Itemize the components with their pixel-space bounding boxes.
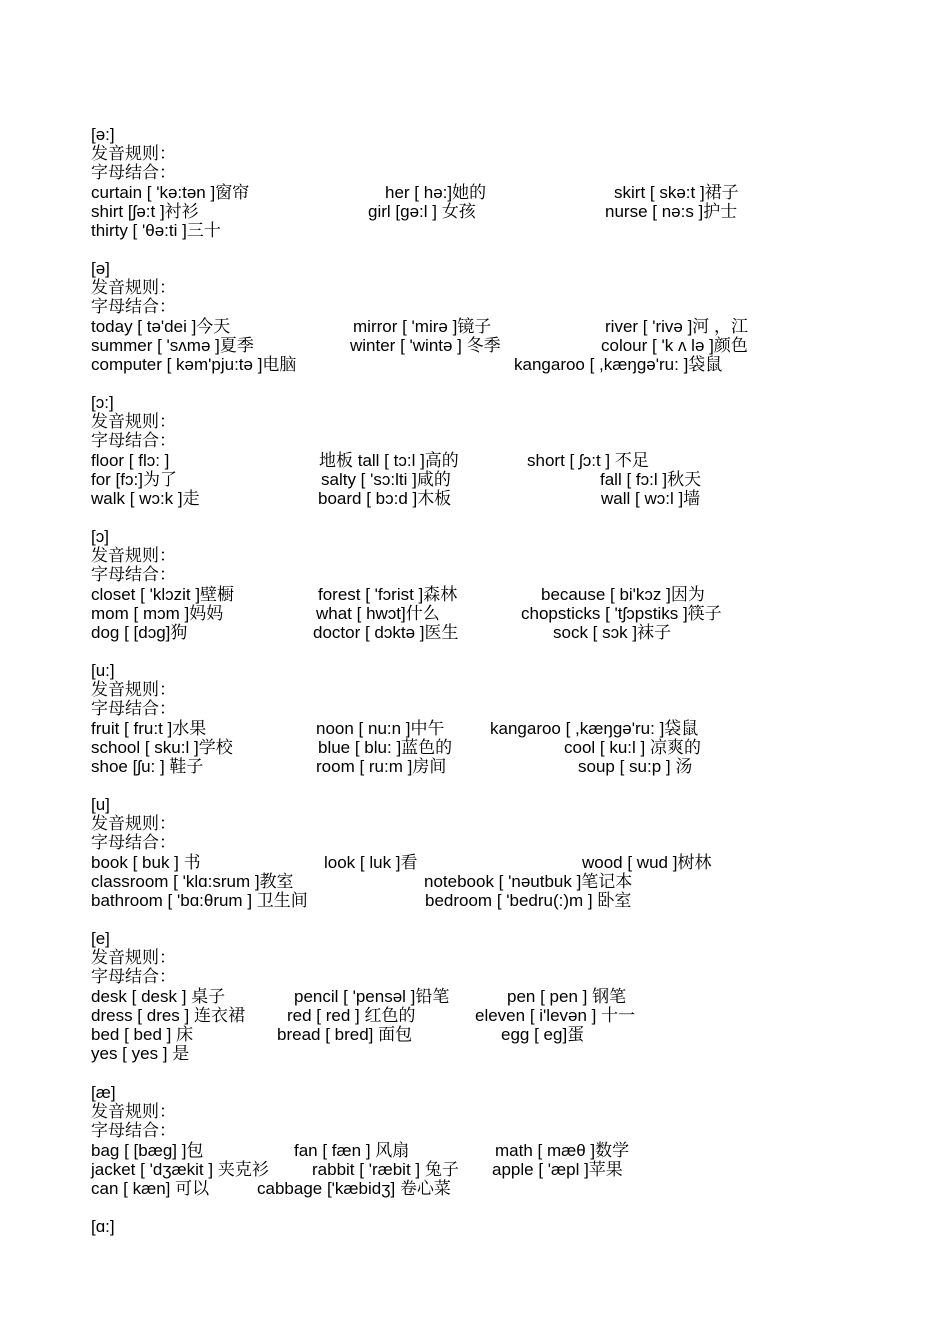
word-row xyxy=(0,891,950,911)
phoneme-symbol: [ɔ:] xyxy=(91,393,114,412)
word-row xyxy=(0,470,950,490)
vocabulary-entry: book [ buk ] 书 xyxy=(91,852,201,872)
vocabulary-entry: jacket [ 'dʒækit ] 夹克衫 xyxy=(91,1159,269,1179)
vocabulary-entry: summer [ 'sʌmə ]夏季 xyxy=(91,335,254,355)
word-row xyxy=(0,604,950,624)
vocabulary-entry: chopsticks [ 'tʃɔpstiks ]筷子 xyxy=(521,603,722,623)
letter-combination-line xyxy=(0,967,950,987)
word-row xyxy=(0,1141,950,1161)
word-row xyxy=(0,1179,950,1199)
phoneme-symbol-line xyxy=(0,795,950,815)
vocabulary-entry: doctor [ dɔktə ]医生 xyxy=(313,623,459,642)
pronunciation-rule-line xyxy=(0,1102,950,1122)
word-row xyxy=(0,221,950,241)
pronunciation-rule-line xyxy=(0,680,950,700)
vocabulary-entry: kangaroo [ ,kæŋgə'ru: ]袋鼠 xyxy=(490,718,699,738)
vocabulary-entry: yes [ yes ] 是 xyxy=(91,1044,190,1064)
vocabulary-entry: desk [ desk ] 桌子 xyxy=(91,986,226,1006)
word-row xyxy=(0,585,950,605)
letter-combination-label: 字母结合： xyxy=(91,565,176,585)
vocabulary-entry: bedroom [ 'bedru(:)m ] 卧室 xyxy=(425,891,632,910)
pronunciation-rule-label: 发音规则： xyxy=(91,948,176,968)
word-row xyxy=(0,489,950,509)
pronunciation-rule-label: 发音规则： xyxy=(91,814,176,834)
letter-combination-label: 字母结合： xyxy=(91,699,176,719)
phoneme-symbol: [e] xyxy=(91,929,110,948)
word-row xyxy=(0,872,950,892)
word-row xyxy=(0,719,950,739)
vocabulary-entry: girl [gə:l ] 女孩 xyxy=(368,201,476,221)
vocabulary-entry: fruit [ fru:t ]水果 xyxy=(91,718,207,738)
vocabulary-entry: rabbit [ 'ræbit ] 兔子 xyxy=(312,1159,459,1179)
letter-combination-line xyxy=(0,699,950,719)
vocabulary-entry: nurse [ nə:s ]护士 xyxy=(605,201,738,221)
vocabulary-entry: closet [ 'klɔzit ]壁橱 xyxy=(91,584,235,604)
vocabulary-entry: thirty [ 'θə:ti ]三十 xyxy=(91,221,221,240)
letter-combination-line xyxy=(0,833,950,853)
phoneme-symbol: [ə] xyxy=(91,259,110,278)
letter-combination-label: 字母结合： xyxy=(91,163,176,183)
letter-combination-line xyxy=(0,565,950,585)
pronunciation-rule-line xyxy=(0,814,950,834)
vocabulary-entry: board [ bɔ:d ]木板 xyxy=(318,489,452,508)
pronunciation-rule-label: 发音规则： xyxy=(91,680,176,700)
vocabulary-entry: wood [ wud ]树林 xyxy=(582,852,712,872)
vocabulary-entry: fan [ fæn ] 风扇 xyxy=(294,1140,410,1160)
vocabulary-entry: classroom [ 'klɑ:srum ]教室 xyxy=(91,871,294,891)
vocabulary-entry: red [ red ] 红色的 xyxy=(287,1005,416,1025)
pronunciation-rule-label: 发音规则： xyxy=(91,412,176,432)
vocabulary-entry: mirror [ 'mirə ]镜子 xyxy=(353,316,492,336)
phoneme-symbol: [ə:] xyxy=(91,125,115,144)
phoneme-symbol-line xyxy=(0,259,950,279)
pronunciation-rule-label: 发音规则： xyxy=(91,278,176,298)
vocabulary-entry: winter [ 'wintə ] 冬季 xyxy=(350,335,501,355)
vocabulary-entry: walk [ wɔ:k ]走 xyxy=(91,489,200,508)
letter-combination-label: 字母结合： xyxy=(91,431,176,451)
letter-combination-line xyxy=(0,163,950,183)
vocabulary-entry: bread [ bred] 面包 xyxy=(277,1025,413,1044)
letter-combination-line xyxy=(0,431,950,451)
vocabulary-entry: her [ hə:]她的 xyxy=(385,182,487,202)
phoneme-symbol: [ɑ:] xyxy=(91,1217,115,1236)
pronunciation-rule-label: 发音规则： xyxy=(91,546,176,566)
vocabulary-entry: apple [ 'æpl ]苹果 xyxy=(492,1159,623,1179)
phoneme-symbol-line xyxy=(0,661,950,681)
word-row xyxy=(0,451,950,471)
vocabulary-entry: 地板 tall [ tɔ:l ]高的 xyxy=(319,450,459,470)
vocabulary-entry: computer [ kəm'pju:tə ]电脑 xyxy=(91,355,297,374)
vocabulary-entry: pen [ pen ] 钢笔 xyxy=(507,986,627,1006)
vocabulary-entry: bathroom [ 'bɑ:θrum ] 卫生间 xyxy=(91,891,308,910)
pronunciation-rule-line xyxy=(0,278,950,298)
phoneme-symbol-line xyxy=(0,929,950,949)
pronunciation-rule-line xyxy=(0,546,950,566)
word-row xyxy=(0,1160,950,1180)
phoneme-symbol: [ɔ] xyxy=(91,527,109,546)
letter-combination-label: 字母结合： xyxy=(91,297,176,317)
vocabulary-entry: soup [ su:p ] 汤 xyxy=(578,757,693,776)
word-row xyxy=(0,1025,950,1045)
vocabulary-entry: fall [ fɔ:l ]秋天 xyxy=(600,469,702,489)
phoneme-symbol-line xyxy=(0,125,950,145)
word-row xyxy=(0,1044,950,1064)
vocabulary-entry: noon [ nu:n ]中午 xyxy=(316,718,445,738)
letter-combination-line xyxy=(0,297,950,317)
word-row xyxy=(0,183,950,203)
pronunciation-rule-label: 发音规则： xyxy=(91,1102,176,1122)
vocabulary-entry: can [ kæn] 可以 xyxy=(91,1179,210,1198)
word-row xyxy=(0,317,950,337)
vocabulary-entry: today [ tə'dei ]今天 xyxy=(91,316,231,336)
phoneme-symbol: [u] xyxy=(91,795,110,814)
vocabulary-entry: sock [ sɔk ]袜子 xyxy=(553,623,672,642)
vocabulary-entry: cool [ ku:l ] 凉爽的 xyxy=(564,737,701,757)
word-row xyxy=(0,336,950,356)
vocabulary-entry: dress [ dres ] 连衣裙 xyxy=(91,1005,245,1025)
vocabulary-entry: short [ ʃɔ:t ] 不足 xyxy=(527,450,649,470)
vocabulary-entry: dog [ [dɔg]狗 xyxy=(91,623,188,642)
phoneme-symbol-line xyxy=(0,1217,950,1237)
vocabulary-entry: colour [ 'k ʌ lə ]颜色 xyxy=(601,335,748,355)
vocabulary-entry: forest [ 'fɔrist ]森林 xyxy=(318,584,458,604)
vocabulary-entry: cabbage ['kæbidʒ] 卷心菜 xyxy=(257,1179,451,1198)
word-row xyxy=(0,202,950,222)
letter-combination-label: 字母结合： xyxy=(91,1121,176,1141)
phoneme-symbol-line xyxy=(0,1083,950,1103)
word-row xyxy=(0,738,950,758)
word-row xyxy=(0,355,950,375)
vocabulary-entry: wall [ wɔ:l ]墙 xyxy=(601,489,701,508)
vocabulary-entry: shoe [ʃu: ] 鞋子 xyxy=(91,757,204,776)
letter-combination-label: 字母结合： xyxy=(91,967,176,987)
vocabulary-entry: egg [ eg]蛋 xyxy=(501,1025,585,1044)
vocabulary-entry: pencil [ 'pensəl ]铅笔 xyxy=(294,986,450,1006)
vocabulary-entry: blue [ blu: ]蓝色的 xyxy=(318,737,453,757)
vocabulary-entry: what [ hwɔt]什么 xyxy=(316,603,440,623)
phoneme-symbol-line xyxy=(0,393,950,413)
word-row xyxy=(0,757,950,777)
vocabulary-entry: look [ luk ]看 xyxy=(324,852,418,872)
phoneme-symbol-line xyxy=(0,527,950,547)
pronunciation-rule-line xyxy=(0,948,950,968)
vocabulary-entry: because [ bi'kɔz ]因为 xyxy=(541,584,705,604)
vocabulary-entry: floor [ flɔ: ] xyxy=(91,450,170,470)
pronunciation-rule-label: 发音规则： xyxy=(91,144,176,164)
vocabulary-entry: bag [ [bæg] ]包 xyxy=(91,1140,204,1160)
vocabulary-entry: curtain [ 'kə:tən ]窗帘 xyxy=(91,182,250,202)
word-row xyxy=(0,623,950,643)
word-row xyxy=(0,853,950,873)
vocabulary-entry: kangaroo [ ,kæŋgə'ru: ]袋鼠 xyxy=(514,355,723,374)
pronunciation-rule-line xyxy=(0,412,950,432)
vocabulary-entry: for [fɔ:]为了 xyxy=(91,469,177,489)
vocabulary-entry: notebook [ 'nəutbuk ]笔记本 xyxy=(424,871,633,891)
pronunciation-rule-line xyxy=(0,144,950,164)
vocabulary-entry: math [ mæθ ]数学 xyxy=(495,1140,630,1160)
vocabulary-entry: bed [ bed ] 床 xyxy=(91,1025,194,1044)
vocabulary-entry: school [ sku:l ]学校 xyxy=(91,737,233,757)
phoneme-symbol: [u:] xyxy=(91,661,115,680)
vocabulary-entry: salty [ 'sɔ:lti ]咸的 xyxy=(321,469,451,489)
letter-combination-line xyxy=(0,1121,950,1141)
word-row xyxy=(0,987,950,1007)
word-row xyxy=(0,1006,950,1026)
vocabulary-entry: skirt [ skə:t ]裙子 xyxy=(614,182,739,202)
vocabulary-entry: river [ 'rivə ]河 ，江 xyxy=(605,316,749,336)
vocabulary-entry: shirt [ʃə:t ]衬衫 xyxy=(91,201,199,221)
phoneme-symbol: [æ] xyxy=(91,1083,116,1102)
vocabulary-entry: room [ ru:m ]房间 xyxy=(316,757,447,776)
vocabulary-entry: eleven [ i'levən ] 十一 xyxy=(475,1005,636,1025)
letter-combination-label: 字母结合： xyxy=(91,833,176,853)
vocabulary-entry: mom [ mɔm ]妈妈 xyxy=(91,603,224,623)
